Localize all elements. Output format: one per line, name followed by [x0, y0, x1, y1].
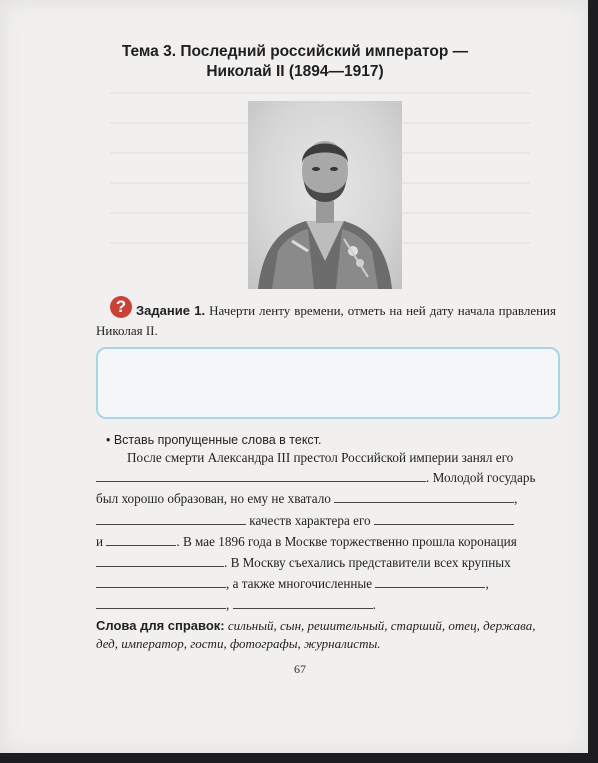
task-1: [96, 301, 556, 341]
text-line-3: [96, 491, 517, 507]
text-segment: ,: [226, 597, 230, 612]
text-line-1: [127, 450, 513, 466]
reference-words: [96, 617, 556, 653]
title-line-2: Николай II (1894—1917): [206, 63, 384, 80]
text-segment: После смерти Александра III престол Российской империи занял его: [127, 450, 514, 465]
portrait-icon: [248, 101, 402, 289]
text-line-6: [96, 555, 511, 571]
hint-words: сильный, сын, решительный, старший, отец, держава, дед, император, гости, фотографы, журналисты.: [96, 618, 536, 651]
text-line-5: [96, 534, 517, 550]
text-segment: . В мае 1896 года в Москве торжественно прошла коронация: [176, 534, 517, 549]
blank-field[interactable]: [96, 513, 246, 525]
page-number: 67: [294, 662, 306, 676]
title-line-1: Тема 3. Последний российский император —: [121, 43, 469, 60]
blank-field[interactable]: [233, 597, 373, 609]
text-segment: . Молодой государь: [426, 470, 536, 485]
blank-field[interactable]: [106, 534, 176, 546]
text-segment: ,: [485, 576, 489, 591]
blank-field[interactable]: [334, 491, 514, 503]
task-label: Задание 1.: [136, 303, 206, 318]
text-segment: . В Москву съехались представители всех крупных: [224, 555, 511, 570]
page-title: [90, 42, 500, 82]
blank-field[interactable]: [96, 470, 426, 482]
portrait-photo: [248, 101, 402, 289]
blank-field[interactable]: [96, 555, 224, 567]
blank-field[interactable]: [96, 597, 226, 609]
text-line-7: [96, 576, 489, 592]
text-line-4: [96, 513, 514, 529]
text-segment: ,: [514, 491, 518, 506]
text-segment: и: [96, 534, 104, 549]
fill-instruction: • Вставь пропущенные слова в текст.: [106, 433, 322, 447]
text-segment: качеств характера его: [249, 513, 371, 528]
text-line-2: [96, 470, 535, 486]
text-segment: .: [372, 597, 376, 612]
bleed-through: [110, 92, 530, 94]
blank-field[interactable]: [374, 513, 514, 525]
text-line-8: [96, 597, 376, 613]
blank-field[interactable]: [375, 576, 485, 588]
blank-field[interactable]: [96, 576, 226, 588]
timeline-answer-box[interactable]: [96, 347, 560, 419]
text-segment: был хорошо образован, но ему не хватало: [96, 491, 331, 506]
question-icon: ?: [110, 296, 132, 318]
text-segment: , а также многочисленные: [226, 576, 373, 591]
task-text: Начерти ленту времени, отметь на ней дату начала правления Николая II.: [96, 303, 556, 338]
hint-label: Слова для справок:: [96, 618, 225, 633]
